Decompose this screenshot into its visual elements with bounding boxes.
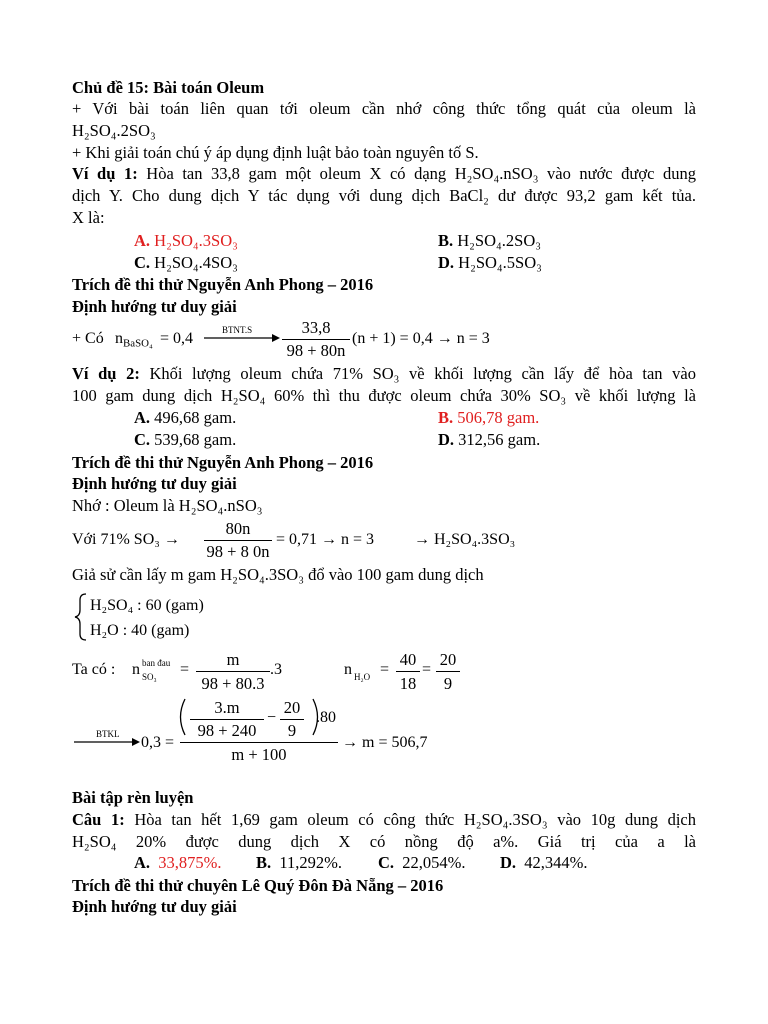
arrow-label-btnt: BTNT.S (222, 325, 253, 335)
example-1-source: Trích đề thi thử Nguyễn Anh Phong – 2016 (72, 275, 374, 294)
eq4-tail: → m = 506,7 (342, 734, 428, 751)
eq2-sup: ban đau (142, 658, 171, 668)
eq2-eq: = (180, 661, 190, 678)
eq4-minus-num: 20 (283, 698, 301, 717)
practice-solution-heading: Định hướng tư duy giải (72, 897, 237, 916)
option-text: 506,78 gam. (457, 408, 540, 427)
option-text: 22,054%. (402, 853, 466, 872)
eq4-minus: − (267, 709, 277, 726)
eq2-den: 98 + 80.3 (201, 674, 265, 693)
example-1-label: Ví dụ 1: (72, 164, 138, 183)
option-key: C. (134, 253, 151, 272)
arrow-label-btkl: BTKL (96, 729, 120, 739)
eq2-prefix: Ta có : (72, 661, 116, 678)
option-text: 11,292%. (279, 853, 343, 872)
option-text: H₂SO₄.3SO₃ (154, 231, 238, 250)
eq-tail: (n + 1) = 0,4 → n = 3 (352, 330, 490, 347)
eq2-n: n (132, 661, 140, 678)
option-key: A. (134, 853, 151, 872)
option-text: H₂SO₄.4SO₃ (154, 253, 238, 272)
eq4-inner-bar (190, 719, 264, 720)
eq4-inner-den: 98 + 240 (197, 721, 257, 740)
section-title: Chủ đề 15: Bài toán Oleum (72, 78, 265, 97)
example-2-source: Trích đề thi thử Nguyễn Anh Phong – 2016 (72, 453, 374, 472)
example-1-solution-heading: Định hướng tư duy giải (72, 297, 237, 316)
example-1-line-3: X là: (72, 208, 105, 227)
option-key: C. (134, 430, 151, 449)
eq4-mult: .80 (316, 709, 336, 726)
option-key: C. (378, 853, 395, 872)
option-key: D. (438, 430, 455, 449)
note-1: + Với bài toán liên quan tới oleum cần nhớ công thức tổng quát của oleum là (72, 99, 696, 118)
frac-num: 33,8 (301, 318, 331, 337)
eq4-den: m + 100 (231, 745, 287, 764)
option-key: D. (438, 253, 455, 272)
eq2-num: m (226, 650, 240, 669)
frac-den: 98 + 80n (286, 341, 346, 360)
eq4-minus-den: 9 (287, 721, 297, 740)
eq3-num-1: 40 (399, 650, 417, 669)
option-key: B. (438, 408, 454, 427)
note-1-formula: H₂SO₄.2SO₃ (72, 121, 156, 140)
practice-text-1: Hòa tan hết 1,69 gam oleum có công thức H₂SO₄.3SO₃ vào 10g dung dịch (134, 810, 696, 829)
example-1-line-2: dịch Y. Cho dung dịch Y tác dụng với dung dịch BaCl₂ dư được 93,2 gam kết tủa. (72, 186, 696, 205)
practice-line-2: H₂SO₄ 20% được dung dịch X có nồng độ a%. Giá trị của a là (72, 832, 696, 851)
option-key: D. (500, 853, 517, 872)
eq-value: = 0,4 (160, 330, 194, 347)
practice-option-d (500, 855, 588, 872)
eq2-sub: SO₃ (142, 672, 157, 682)
practice-line-1 (72, 812, 696, 829)
option-text: 312,56 gam. (458, 430, 541, 449)
example-2-text-1: Khối lượng oleum chứa 71% SO₃ về khối lượng cần lấy để hòa tan vào (149, 364, 696, 383)
practice-option-c (378, 855, 466, 872)
example-1-text-1: Hòa tan 33,8 gam một oleum X có dạng H₂SO₄.nSO₃ vào nước được dung (146, 164, 696, 183)
eq1-num: 80n (225, 519, 251, 538)
option-key: B. (438, 231, 454, 250)
eq4-inner-num: 3.m (214, 698, 240, 717)
option-text: 539,68 gam. (154, 430, 237, 449)
example-2-assume: Giả sử cần lấy m gam H₂SO₄.3SO₃ đổ vào 100 gam dung dịch (72, 565, 484, 584)
eq4-main-bar (180, 742, 338, 743)
eq3-eq-2: = (422, 661, 432, 678)
option-text: 42,344%. (524, 853, 588, 872)
eq1-den: 98 + 8 0n (206, 542, 270, 561)
option-key: A. (134, 408, 151, 427)
eq1-result: → H₂SO₄.3SO₃ (414, 531, 516, 548)
example-2-line-2: 100 gam dung dịch H₂SO₄ 60% thì thu được oleum chứa 30% SO₃ về khối lượng là (72, 386, 696, 405)
eq3-sub: H₂O (354, 672, 371, 682)
eq-n-sub: BaSO₄ (123, 337, 153, 350)
eq-prefix: + Có (72, 330, 104, 347)
eq3-den-1: 18 (399, 674, 417, 693)
practice-option-b (256, 855, 342, 872)
eq2-tail: .3 (270, 661, 282, 678)
eq4-minus-bar (280, 719, 304, 720)
practice-label: Câu 1: (72, 810, 125, 829)
practice-heading: Bài tập rèn luyện (72, 788, 194, 807)
note-2: + Khi giải toán chú ý áp dụng định luật bảo toàn nguyên tố S. (72, 143, 479, 162)
option-text: H₂SO₄.2SO₃ (457, 231, 541, 250)
example-2-memo: Nhớ : Oleum là H₂SO₄.nSO₃ (72, 496, 263, 515)
option-text: 496,68 gam. (154, 408, 237, 427)
example-2-label: Ví dụ 2: (72, 364, 140, 383)
example-2-solution-heading: Định hướng tư duy giải (72, 474, 237, 493)
option-text: 33,875%. (158, 853, 222, 872)
system-line-2: H₂O : 40 (gam) (90, 622, 190, 639)
eq4-lhs: 0,3 = (141, 734, 175, 751)
eq3-eq: = (380, 661, 390, 678)
practice-source: Trích đề thi thử chuyên Lê Quý Đôn Đà Nẵng – 2016 (72, 876, 444, 895)
practice-option-a (134, 855, 222, 872)
eq3-n: n (344, 661, 352, 678)
eq3-num-2: 20 (439, 650, 457, 669)
eq1-tail: = 0,71 → n = 3 (276, 531, 375, 548)
system-line-1: H₂SO₄ : 60 (gam) (90, 597, 204, 614)
option-text: H₂SO₄.5SO₃ (458, 253, 542, 272)
option-key: B. (256, 853, 272, 872)
option-key: A. (134, 231, 151, 250)
eq-n: n (115, 330, 123, 347)
eq1-prefix: Với 71% SO₃ → (72, 531, 180, 548)
eq3-den-2: 9 (443, 674, 453, 693)
